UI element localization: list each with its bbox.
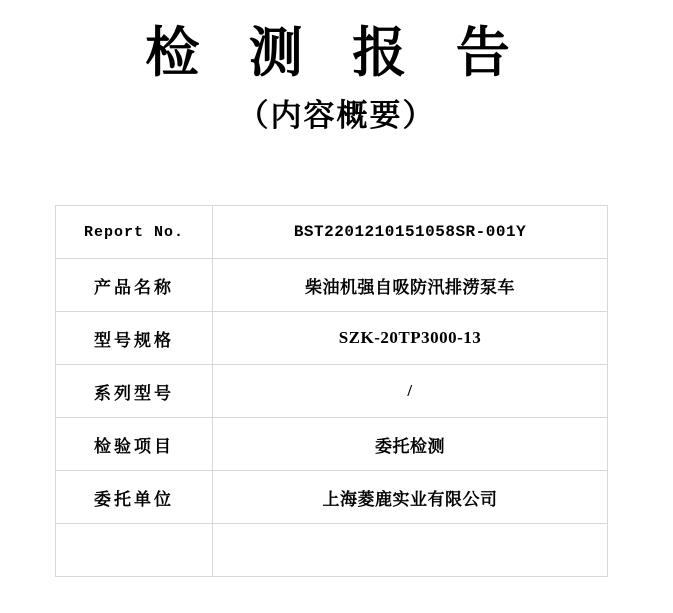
row-label-model-spec: 型号规格 <box>56 312 213 365</box>
report-info-table-wrapper <box>55 205 608 577</box>
row-label-inspection-item: 检验项目 <box>56 418 213 471</box>
row-value-client-unit: 上海菱鹿实业有限公司 <box>213 471 608 524</box>
row-label-series-model: 系列型号 <box>56 365 213 418</box>
row-value-model-spec: SZK-20TP3000-13 <box>213 312 608 365</box>
table-row <box>56 312 608 365</box>
table-row <box>56 418 608 471</box>
row-value-inspection-item: 委托检测 <box>213 418 608 471</box>
row-value-product-name: 柴油机强自吸防汛排涝泵车 <box>213 259 608 312</box>
row-label-clipped <box>56 524 213 577</box>
table-row <box>56 471 608 524</box>
table-row <box>56 365 608 418</box>
row-value-series-model: / <box>213 365 608 418</box>
row-label-client-unit: 委托单位 <box>56 471 213 524</box>
page-title: 检 测 报 告 <box>145 23 528 83</box>
table-row-clipped <box>56 524 608 577</box>
row-label-product-name: 产品名称 <box>56 259 213 312</box>
page-subtitle: （内容概要） <box>237 98 436 134</box>
report-info-table <box>55 205 608 577</box>
row-value-clipped <box>213 524 608 577</box>
table-row <box>56 259 608 312</box>
row-label-report-no: Report No. <box>56 206 213 259</box>
table-row <box>56 206 608 259</box>
row-value-report-no: BST2201210151058SR-001Y <box>213 206 608 259</box>
